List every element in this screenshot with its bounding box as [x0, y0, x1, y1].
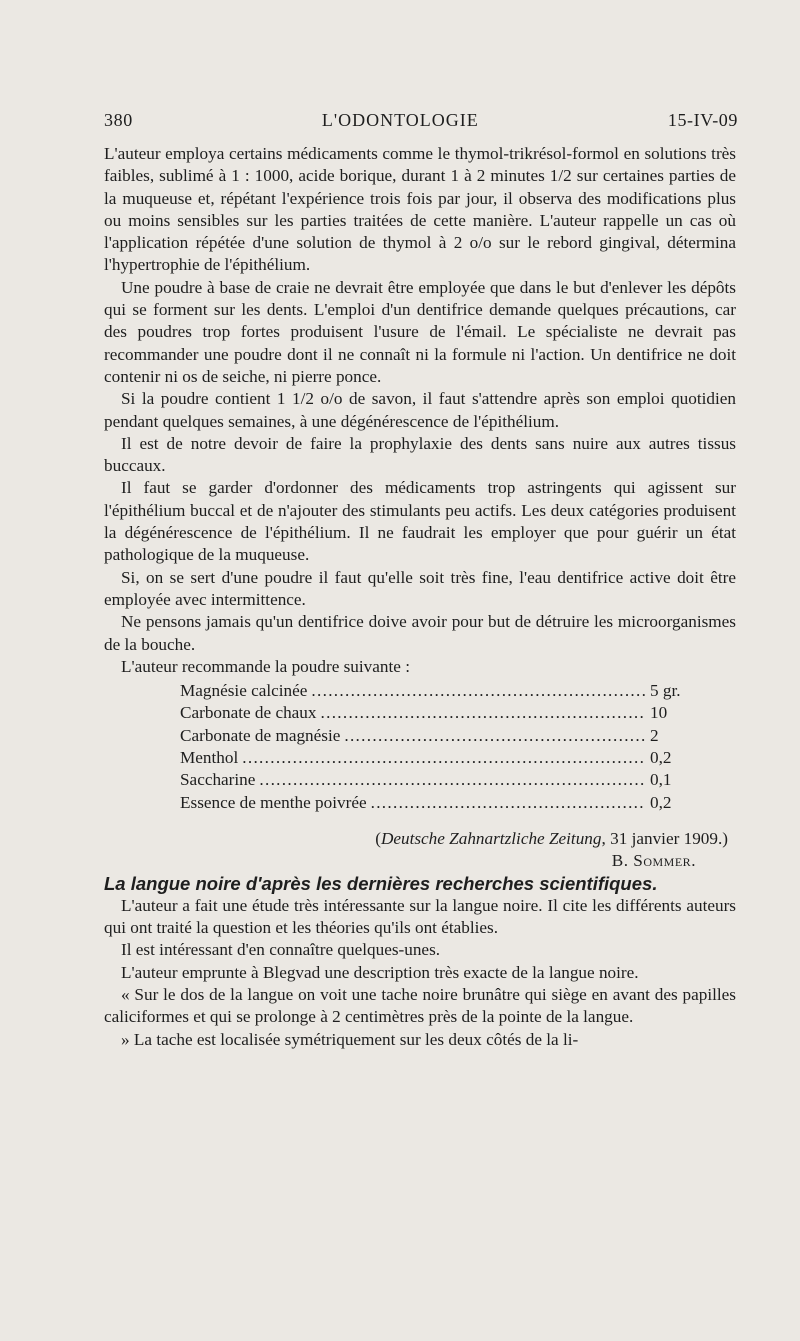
recipe-row	[180, 747, 690, 769]
ingredient-quantity: 5 gr.	[650, 681, 681, 701]
paragraph: Il est intéressant d'en connaître quelques-unes.	[121, 940, 441, 960]
dot-leader	[371, 792, 646, 814]
ingredient-name: Essence de menthe poivrée	[180, 792, 367, 812]
paragraph: L'auteur emprunte à Blegvad une description très exacte de la langue noire.	[121, 962, 639, 982]
recipe-list	[180, 680, 690, 814]
journal-title: L'ODONTOLOGIE	[321, 110, 479, 130]
ingredient-name: Saccharine	[180, 770, 256, 790]
paragraph: « Sur le dos de la langue on voit une tache noire brunâtre qui siège en avant des papilles caliciformes et qui se prolonge à 2 centimètres près de la pointe de la langue.	[104, 984, 736, 1027]
recipe-row	[180, 680, 690, 702]
dot-leader	[321, 702, 647, 724]
recipe-row	[180, 769, 690, 791]
ingredient-quantity: 0,2	[650, 792, 672, 812]
section-heading: La langue noire d'après les dernières recherches scientifiques.	[104, 872, 658, 894]
paragraph: L'auteur a fait une étude très intéressante sur la langue noire. Il cite les différents auteurs qui ont traité la question et les théories qu'ils ont établies.	[104, 895, 736, 938]
dot-leader	[242, 747, 646, 769]
recipe-row	[180, 702, 690, 724]
page-number: 380	[104, 110, 133, 130]
paragraph: » La tache est localisée symétriquement sur les deux côtés de la li-	[121, 1029, 579, 1049]
dot-leader	[311, 680, 646, 702]
body-text	[104, 143, 736, 1051]
source-date: , 31 janvier 1909.)	[601, 828, 728, 848]
paragraph: L'auteur recommande la poudre suivante :	[121, 656, 410, 676]
author-signature: B. Sommer.	[611, 851, 696, 871]
ingredient-quantity: 2	[650, 725, 659, 745]
dot-leader	[344, 725, 646, 747]
paragraph: Il est de notre devoir de faire la prophylaxie des dents sans nuire aux autres tissus buccaux.	[104, 433, 736, 476]
running-header	[104, 110, 738, 131]
ingredient-name: Carbonate de magnésie	[180, 725, 341, 745]
ingredient-name: Carbonate de chaux	[180, 703, 317, 723]
source-open: (	[375, 828, 381, 848]
ingredient-name: Magnésie calcinée	[180, 681, 308, 701]
source-citation	[104, 828, 736, 850]
ingredient-quantity: 0,2	[650, 748, 672, 768]
recipe-row	[180, 792, 690, 814]
ingredient-quantity: 0,1	[650, 770, 672, 790]
paragraph: Si, on se sert d'une poudre il faut qu'elle soit très fine, l'eau dentifrice active doit être employée avec intermittence.	[104, 567, 736, 609]
paragraph: Une poudre à base de craie ne devrait être employée que dans le but d'enlever les dépôts qui se forment sur les dents. L'emploi d'un dentifrice demande quelques précautions, car des poudres trop fortes produisent l'usure de l'émail. Le spécialiste ne devrait pas recommander une poudre dont il ne connaît ni la formule ni l'action. Un dentifrice ne doit contenir ni os de seiche, ni pierre ponce.	[104, 277, 736, 386]
recipe-row	[180, 725, 690, 747]
source-title: Deutsche Zahnartzliche Zeitung	[380, 828, 602, 848]
ingredient-quantity: 10	[650, 703, 668, 723]
ingredient-name: Menthol	[180, 748, 239, 768]
issue-date: 15-IV-09	[667, 110, 738, 130]
paragraph: Il faut se garder d'ordonner des médicaments trop astringents qui agissent sur l'épithélium buccal et de n'ajouter des stimulants peu actifs. Les deux catégories produisent la dégénérescence de l'épithélium. Il ne faudrait les employer que pour guérir un état pathologique de la muqueuse.	[104, 478, 736, 565]
paragraph: Si la poudre contient 1 1/2 o/o de savon, il faut s'attendre après son emploi quotidien pendant quelques semaines, à une dégénérescence de l'épithélium.	[104, 389, 736, 431]
paragraph: L'auteur employa certains médicaments comme le thymol-trikrésol-formol en solutions très faibles, sublimé à 1 : 1000, acide borique, durant 1 à 2 minutes 1/2 sur certaines parties de la muqueuse et, répétant l'expérience trois fois par jour, il observa des modifications plus ou moins sensibles sur les parties traitées de cette manière. L'auteur rappelle un cas où l'application répétée d'une solution de thymol à 2 o/o sur le rebord gingival, détermina l'hypertrophie de l'épithélium.	[104, 144, 736, 275]
paragraph: Ne pensons jamais qu'un dentifrice doive avoir pour but de détruire les microorganismes de la bouche.	[104, 612, 736, 654]
dot-leader	[259, 769, 646, 791]
